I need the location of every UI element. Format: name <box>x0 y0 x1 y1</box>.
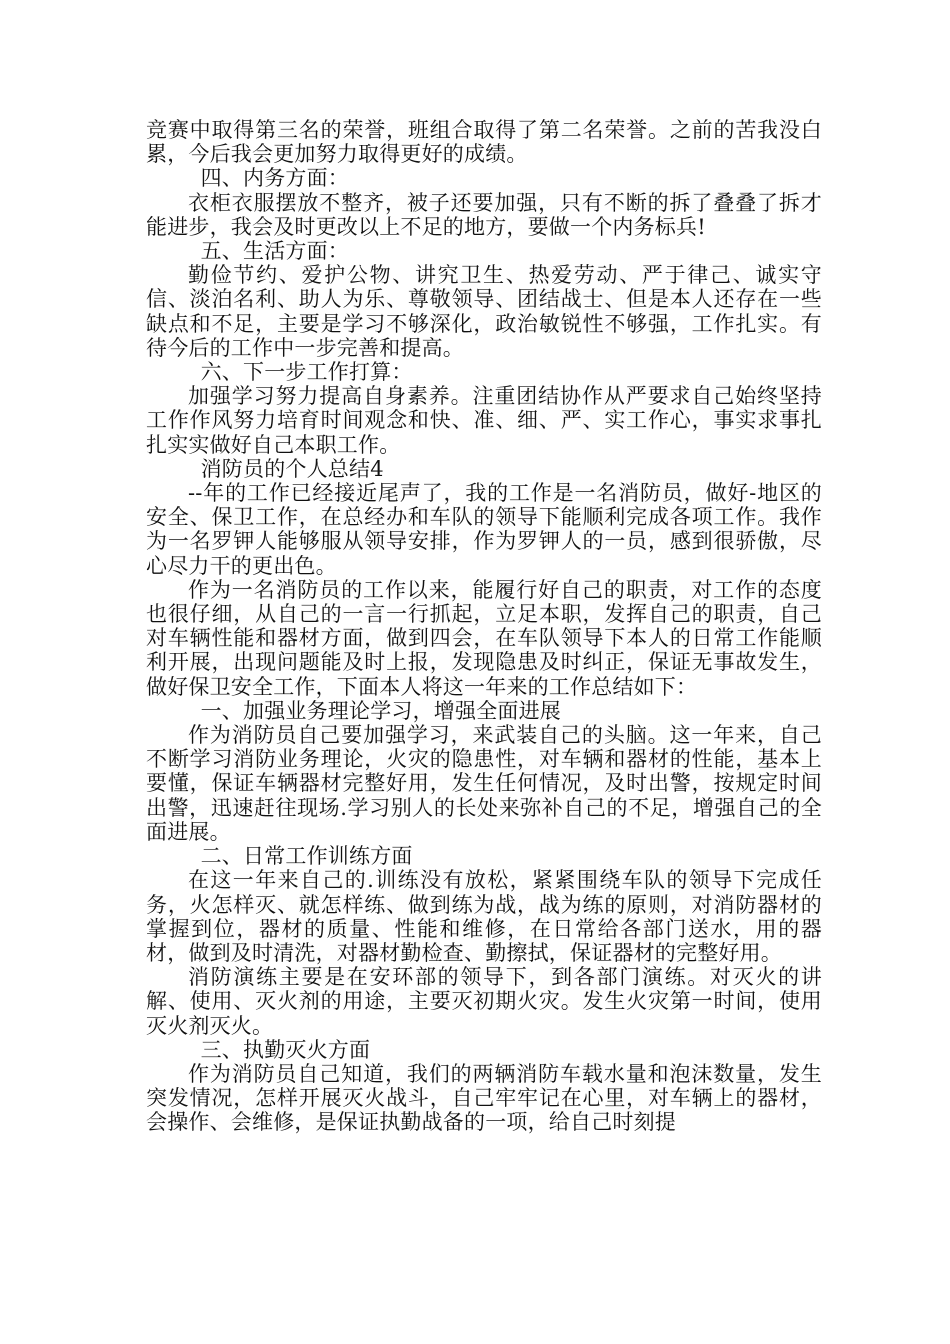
section-heading-study: 一、加强业务理论学习，增强全面进展 <box>200 698 561 723</box>
paragraph: 在这一年来自己的.训练没有放松，紧紧围绕车队的领导下完成任务，火怎样灭、就怎样练、做到练为战，战为练的原则，对消防器材的掌握到位，器材的质量、性能和维修，在日常给各部门送水，用的器材，做到及时清洗，对器材勤检查、勤擦拭，保证器材的完整好用。 <box>146 868 822 965</box>
paragraph: 作为一名消防员的工作以来，能履行好自己的职责，对工作的态度也很仔细，从自己的一言一行抓起，立足本职，发挥自己的职责，自己对车辆性能和器材方面，做到四会，在车队领导下本人的日常工作能顺利开展，出现问题能及时上报，发现隐患及时纠正，保证无事故发生，做好保卫安全工作，下面本人将这一年来的工作总结如下： <box>146 577 822 699</box>
section-heading-next-plan: 六、下一步工作打算： <box>200 360 413 385</box>
paragraph: 作为消防员自己要加强学习，来武装自己的头脑。这一年来，自己不断学习消防业务理论，火灾的隐患性，对车辆和器材的性能，基本上要懂，保证车辆器材完整好用，发生任何情况，及时出警，按规定时间出警，迅速赶往现场.学习别人的长处来弥补自己的不足，增强自己的全面进展。 <box>146 723 822 844</box>
paragraph: 加强学习努力提高自身素养。注重团结协作从严要求自己始终坚持工作作风努力培育时间观念和快、准、细、严、实工作心，事实求事扎扎实实做好自己本职工作。 <box>146 384 822 457</box>
paragraph: 勤俭节约、爱护公物、讲究卫生、热爱劳动、严于律己、诚实守信、淡泊名利、助人为乐、尊敬领导、团结战士、但是本人还存在一些缺点和不足，主要是学习不够深化，政治敏锐性不够强，工作扎实。有待今后的工作中一步完善和提高。 <box>146 263 822 360</box>
section-heading-life: 五、生活方面： <box>200 239 349 264</box>
document-body <box>146 118 822 1135</box>
section-heading-training: 二、日常工作训练方面 <box>200 844 413 869</box>
paragraph: 作为消防员自己知道，我们的两辆消防车载水量和泡沫数量，发生突发情况，怎样开展灭火战斗，自己牢牢记在心里，对车辆上的器材，会操作、会维修，是保证执勤战备的一项，给自己时刻提 <box>146 1061 822 1135</box>
paragraph: 衣柜衣服摆放不整齐，被子还要加强，只有不断的拆了叠叠了拆才能进步，我会及时更改以上不足的地方，要做一个内务标兵! <box>146 190 822 239</box>
paragraph: --年的工作已经接近尾声了，我的工作是一名消防员，做好-地区的安全、保卫工作，在总经办和车队的领导下能顺利完成各项工作。我作为一名罗钾人能够服从领导安排，作为罗钾人的一员，感到很骄傲，尽心尽力干的更出色。 <box>146 481 822 578</box>
section-heading-housekeeping: 四、内务方面： <box>200 166 349 191</box>
paragraph: 消防演练主要是在安环部的领导下，到各部门演练。对灭火的讲解、使用、灭火剂的用途，主要灭初期火灾。发生火灾第一时间，使用灭火剂灭火。 <box>146 965 822 1038</box>
paragraph-continued: 竞赛中取得第三名的荣誉，班组合取得了第二名荣誉。之前的苦我没白累，今后我会更加努力取得更好的成绩。 <box>146 118 822 167</box>
summary-title: 消防员的个人总结4 <box>200 456 384 481</box>
section-heading-duty: 三、执勤灭火方面 <box>200 1037 371 1062</box>
